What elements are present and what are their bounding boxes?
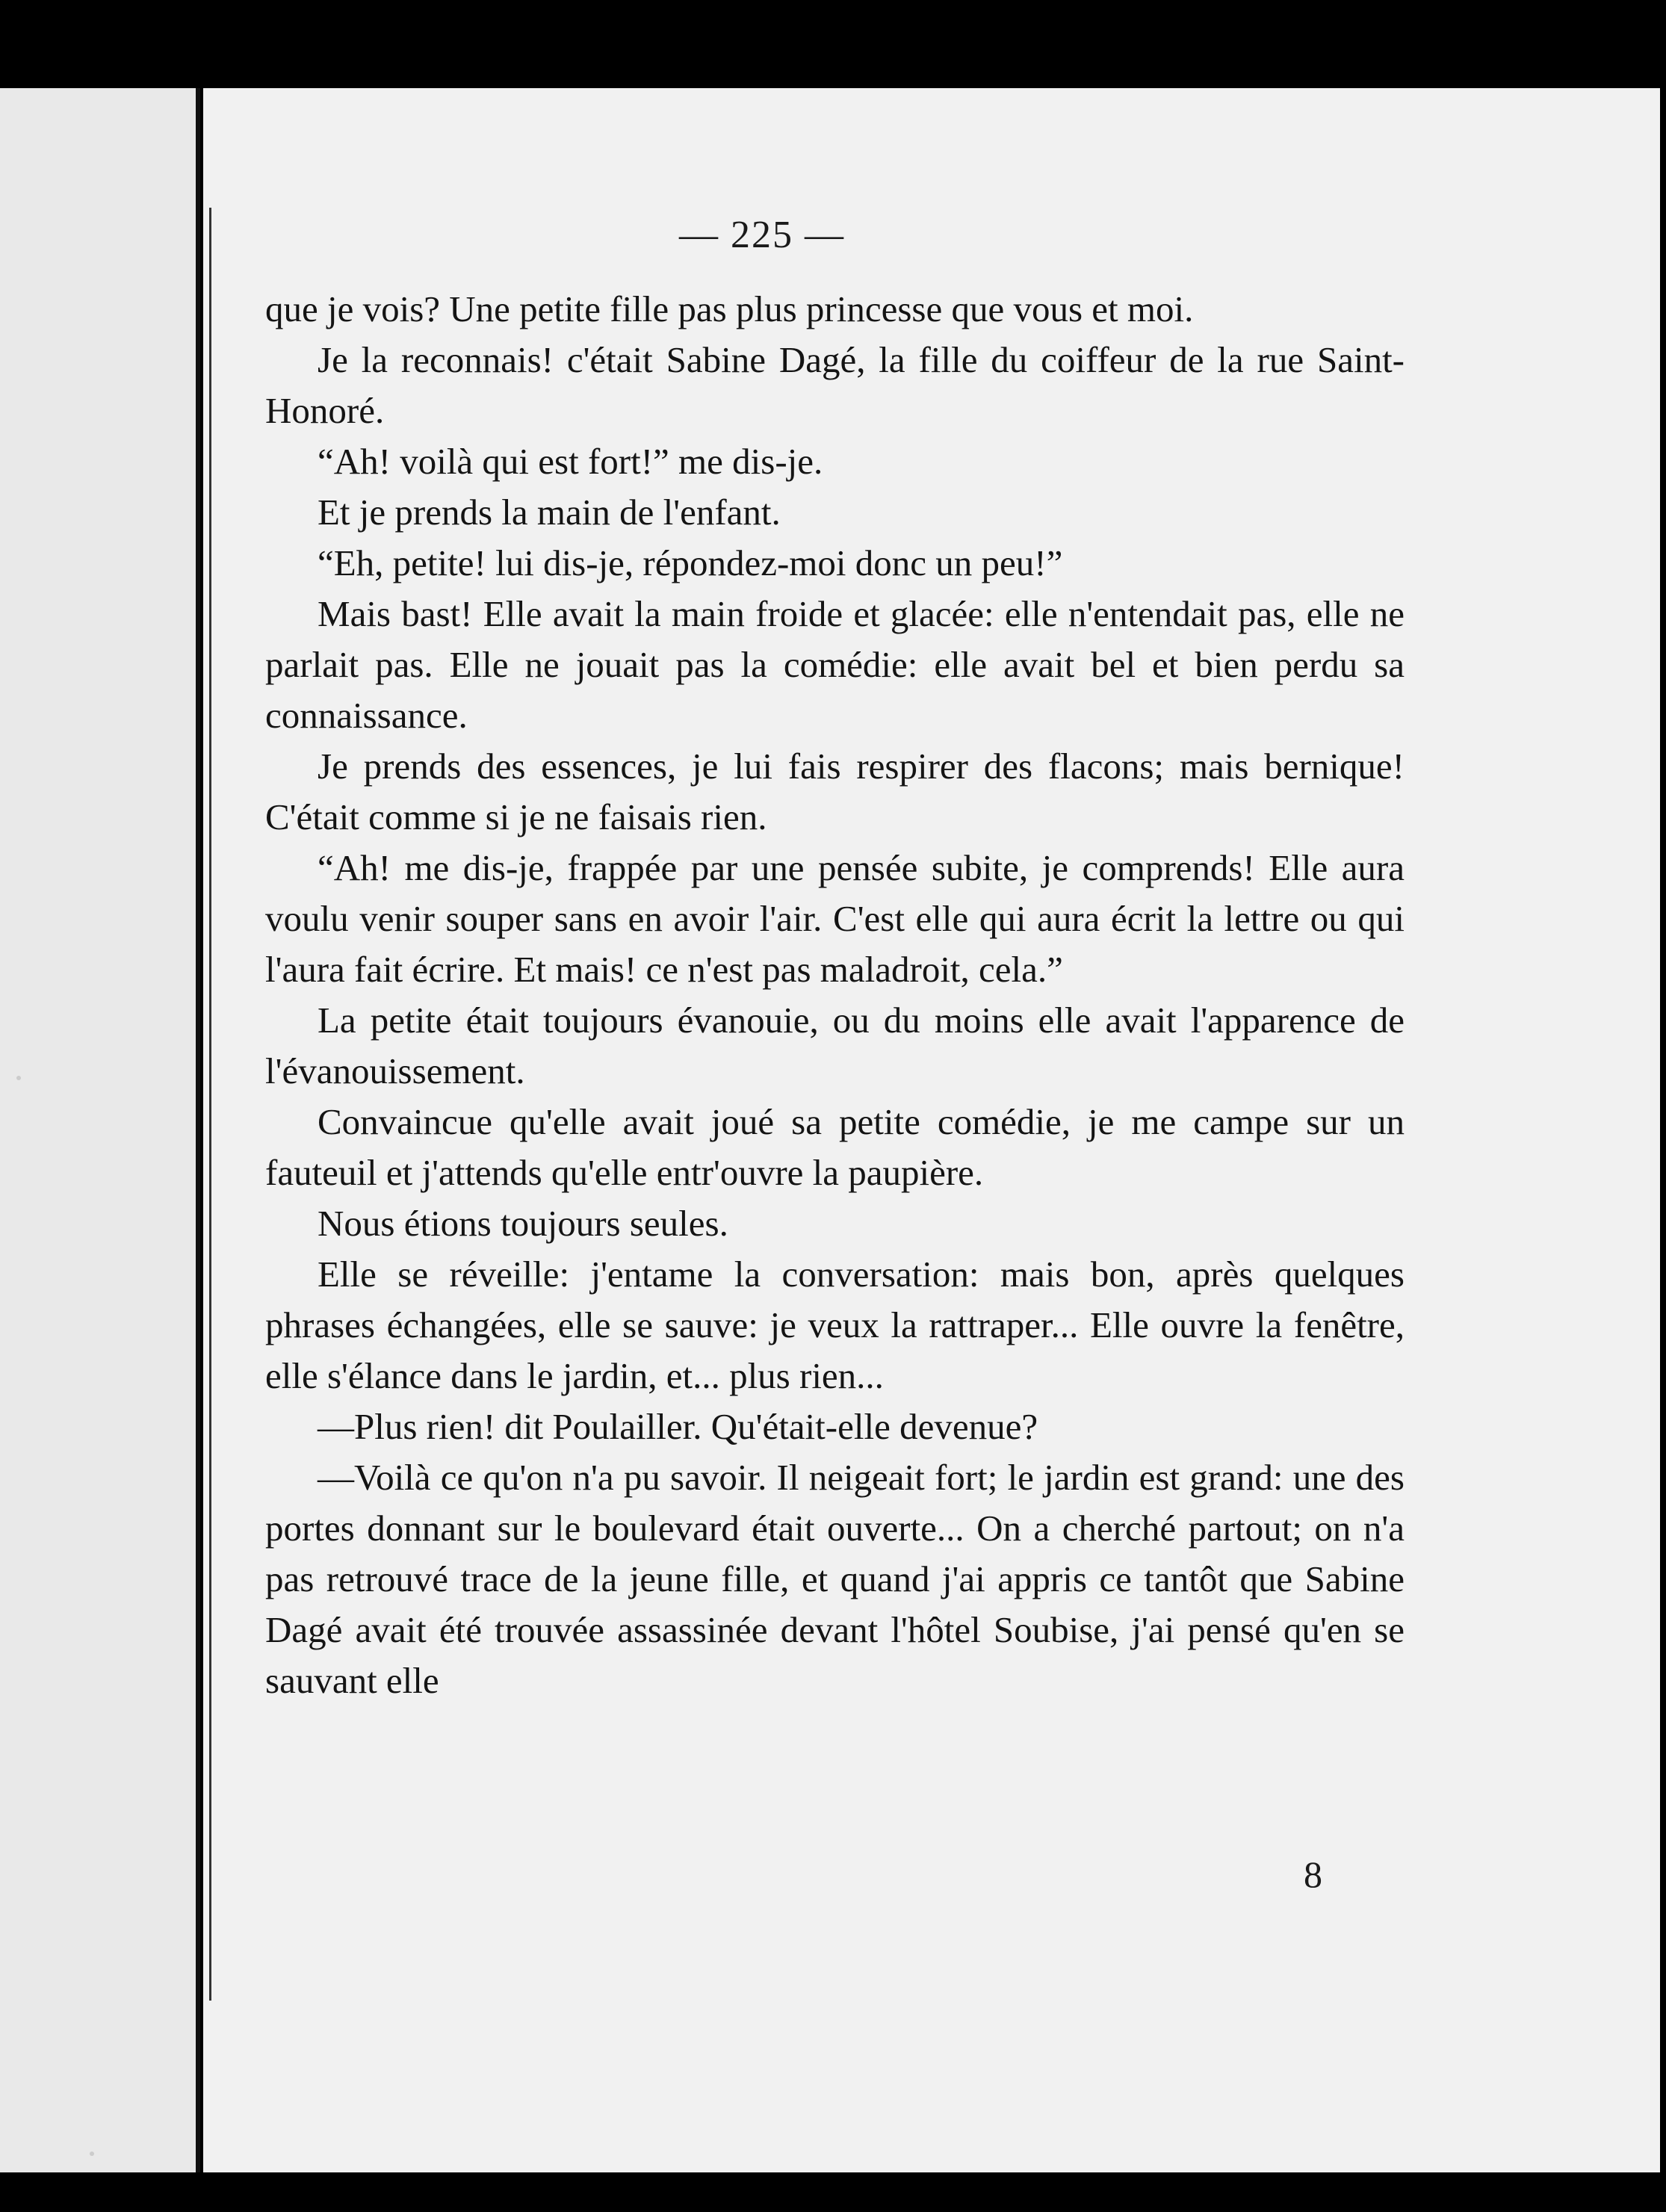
page-gutter [196,88,200,2172]
paragraph: Je la reconnais! c'était Sabine Dagé, la fille du coiffeur de la rue Saint-Honoré. [265,339,1405,431]
paragraph: —Voilà ce qu'on n'a pu savoir. Il neigeait fort; le jardin est grand: une des portes donnant sur le boulevard était ouverte... On a cherché partout; on n'a pas retrouvé trace de la jeune fille, et quand j'ai appris ce tantôt que Sabine Dagé avait été trouvée assassinée devant l'hôtel Soubise, j'ai pensé qu'en se sauvant elle [265,1457,1405,1701]
page-number: — 225 — [679,214,845,256]
page-border-line [209,208,211,2001]
paragraph: “Eh, petite! lui dis-je, répondez-moi donc un peu!” [318,542,1063,583]
signature-mark: 8 [1304,1853,1322,1895]
paragraph: La petite était toujours évanouie, ou du moins elle avait l'apparence de l'évanouissement. [265,1000,1405,1091]
paragraph: “Ah! voilà qui est fort!” me dis-je. [318,441,823,482]
paragraph: Mais bast! Elle avait la main froide et glacée: elle n'entendait pas, elle ne parlait pas. Elle ne jouait pas la comédie: elle avait bel et bien perdu sa connaissance. [265,593,1405,736]
paragraph: Nous étions toujours seules. [318,1203,728,1244]
paragraph: —Plus rien! dit Poulailler. Qu'était-elle devenue? [318,1406,1038,1447]
paragraph: Et je prends la main de l'enfant. [318,492,781,533]
paragraph: que je vois? Une petite fille pas plus princesse que vous et moi. [265,288,1194,329]
speck [90,2151,94,2156]
paragraph: Convaincue qu'elle avait joué sa petite comédie, je me campe sur un fauteuil et j'attends qu'elle entr'ouvre la paupière. [265,1101,1405,1193]
body-text [265,284,1405,1706]
paragraph: Je prends des essences, je lui fais respirer des flacons; mais bernique! C'était comme si je ne faisais rien. [265,746,1405,837]
left-page-edge [0,88,196,2172]
paragraph: Elle se réveille: j'entame la conversation: mais bon, après quelques phrases échangées, elle se sauve: je veux la rattraper... Elle ouvre la fenêtre, elle s'élance dans le jardin, et... plus rien... [265,1254,1405,1396]
paragraph: “Ah! me dis-je, frappée par une pensée subite, je comprends! Elle aura voulu venir souper sans en avoir l'air. C'est elle qui aura écrit la lettre ou qui l'aura fait écrire. Et mais! ce n'est pas maladroit, cela.” [265,847,1405,990]
speck [16,1076,21,1080]
